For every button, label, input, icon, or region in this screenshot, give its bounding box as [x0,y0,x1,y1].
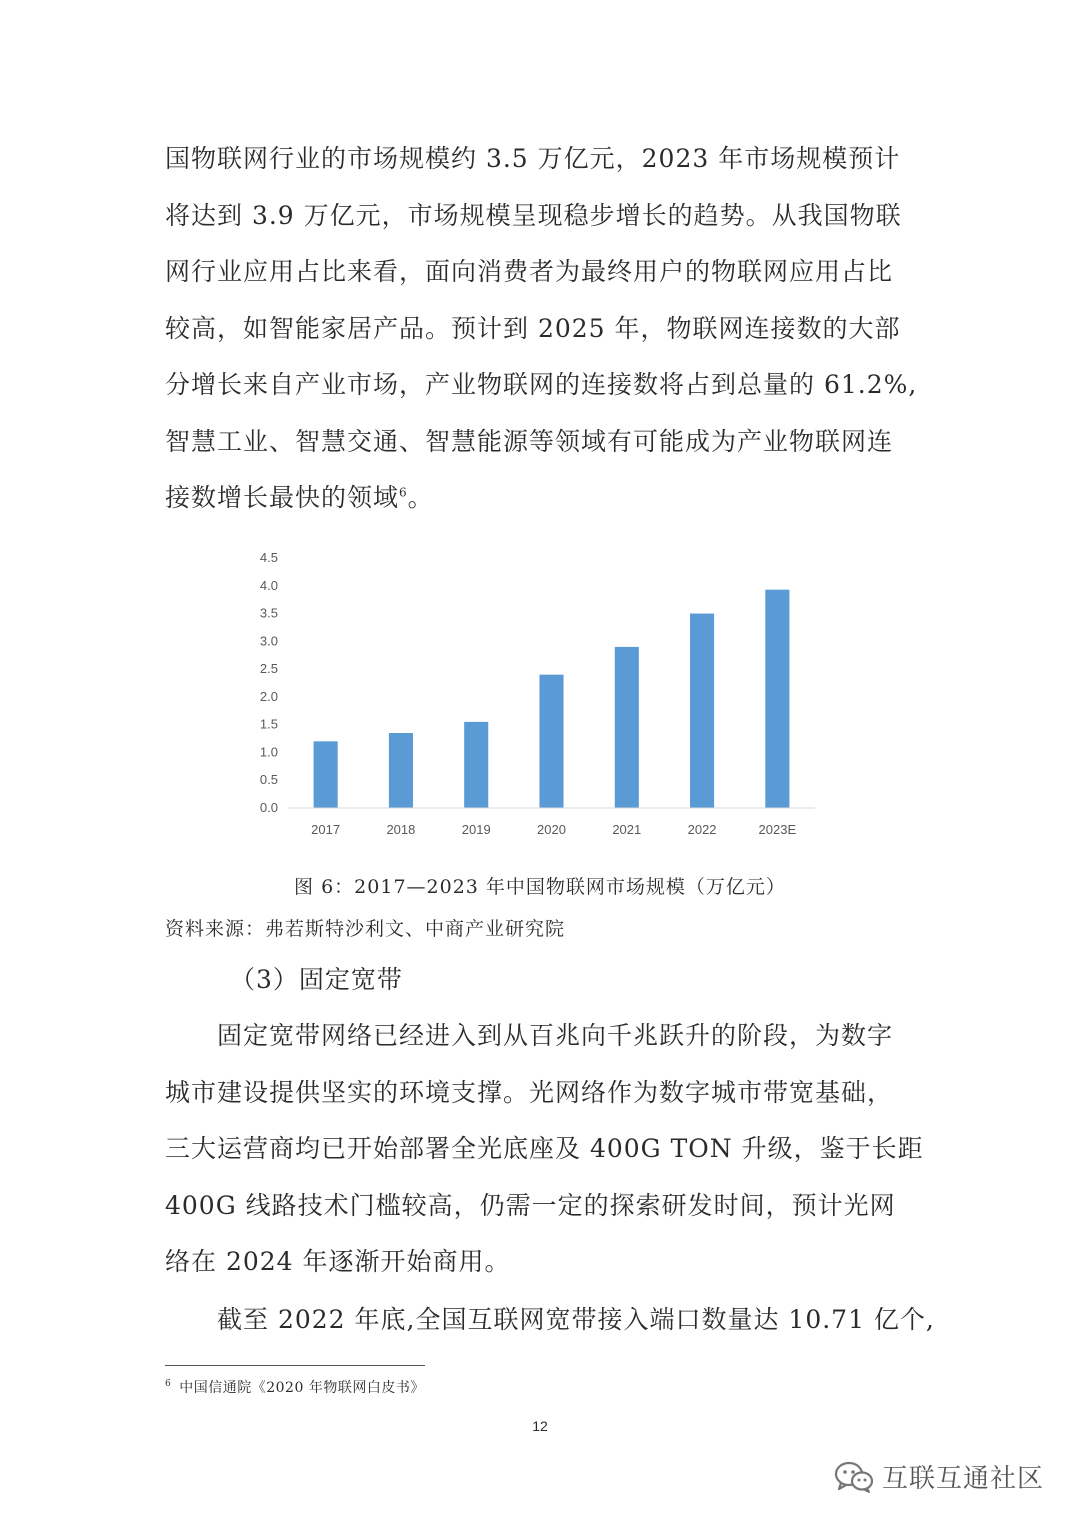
x-tick-label: 2023E [758,822,797,837]
y-tick-label: 0.5 [259,772,278,788]
y-tick-label: 3.0 [259,633,278,649]
x-tick-label: 2018 [386,822,416,837]
y-tick-label: 1.5 [259,716,278,732]
text-line: 城市建设提供坚实的环境支撑。光网络作为数字城市带宽基础， [165,1077,894,1107]
text-line: 国物联网行业的市场规模约 3.5 万亿元，2023 年市场规模预计 [165,144,901,173]
section-heading: （3）固定宽带 [230,965,403,994]
footnote-reference[interactable]: 6 [399,485,408,500]
bar-chart [230,540,850,850]
text-line: 截至 2022 年底,全国互联网宽带接入端口数量达 10.71 亿个, [165,1305,935,1334]
x-tick-label: 2020 [537,822,566,837]
paragraph-1 [165,131,918,527]
text-line: 400G 线路技术门槛较高，仍需一定的探索研发时间，预计光网 [165,1190,896,1220]
y-tick-label: 0.0 [259,800,278,815]
text-line: 将达到 3.9 万亿元，市场规模呈现稳步增长的趋势。从我国物联 [165,200,902,230]
x-tick-label: 2019 [461,822,491,837]
bar-2019 [464,722,488,808]
text-line: 分增长来自产业市场，产业物联网的连接数将占到总量的 61.2%, [165,370,918,399]
text-line: 智慧工业、智慧交通、智慧能源等领域有可能成为产业物联网连 [165,426,894,456]
y-tick-label: 4.0 [259,577,278,593]
footnote-divider [165,1365,425,1366]
bar-series [314,590,790,808]
text-line: 网行业应用占比来看，面向消费者为最终用户的物联网应用占比 [165,257,894,286]
footnote [165,1377,425,1397]
y-axis [260,550,278,815]
paragraph-3 [165,1292,935,1349]
x-tick-label: 2021 [612,822,642,837]
bar-2021 [615,647,639,808]
y-tick-label: 3.5 [259,605,278,621]
y-tick-label: 2.0 [259,688,278,704]
footnote-number: 6 [165,1379,172,1390]
text-line: 固定宽带网络已经进入到从百兆向千兆跃升的阶段，为数字 [165,1021,894,1050]
y-tick-label: 1.0 [259,744,278,760]
bar-2023E [765,590,789,808]
bar-2018 [389,733,413,808]
bar-2022 [690,614,714,808]
text-line: 较高，如智能家居产品。预计到 2025 年，物联网连接数的大部 [165,313,901,343]
bar-2020 [539,675,563,808]
figure-caption: 图 6：2017—2023 年中国物联网市场规模（万亿元） [294,876,786,898]
x-tick-label: 2022 [687,822,717,837]
bar-2017 [314,741,338,808]
wechat-icon [834,1460,874,1494]
watermark-text: 互联互通社区 [881,1464,1044,1494]
figure-source: 资料来源：弗若斯特沙利文、中商产业研究院 [165,918,566,940]
x-tick-label: 2017 [311,822,341,837]
text-line-last: 接数增长最快的领域$^6$。 [165,483,434,512]
text-line: 络在 2024 年逐渐开始商用。 [165,1247,511,1276]
x-axis [311,822,796,837]
text-line: 三大运营商均已开始部署全光底座及 400G TON 升级，鉴于长距 [165,1134,924,1163]
paragraph-2 [165,1008,924,1291]
page-number: 12 [532,1418,548,1434]
y-tick-label: 4.5 [259,550,278,565]
y-tick-label: 2.5 [259,661,278,677]
watermark [834,1458,1044,1495]
footnote-text: 中国信通院《2020 年物联网白皮书》 [179,1380,425,1396]
